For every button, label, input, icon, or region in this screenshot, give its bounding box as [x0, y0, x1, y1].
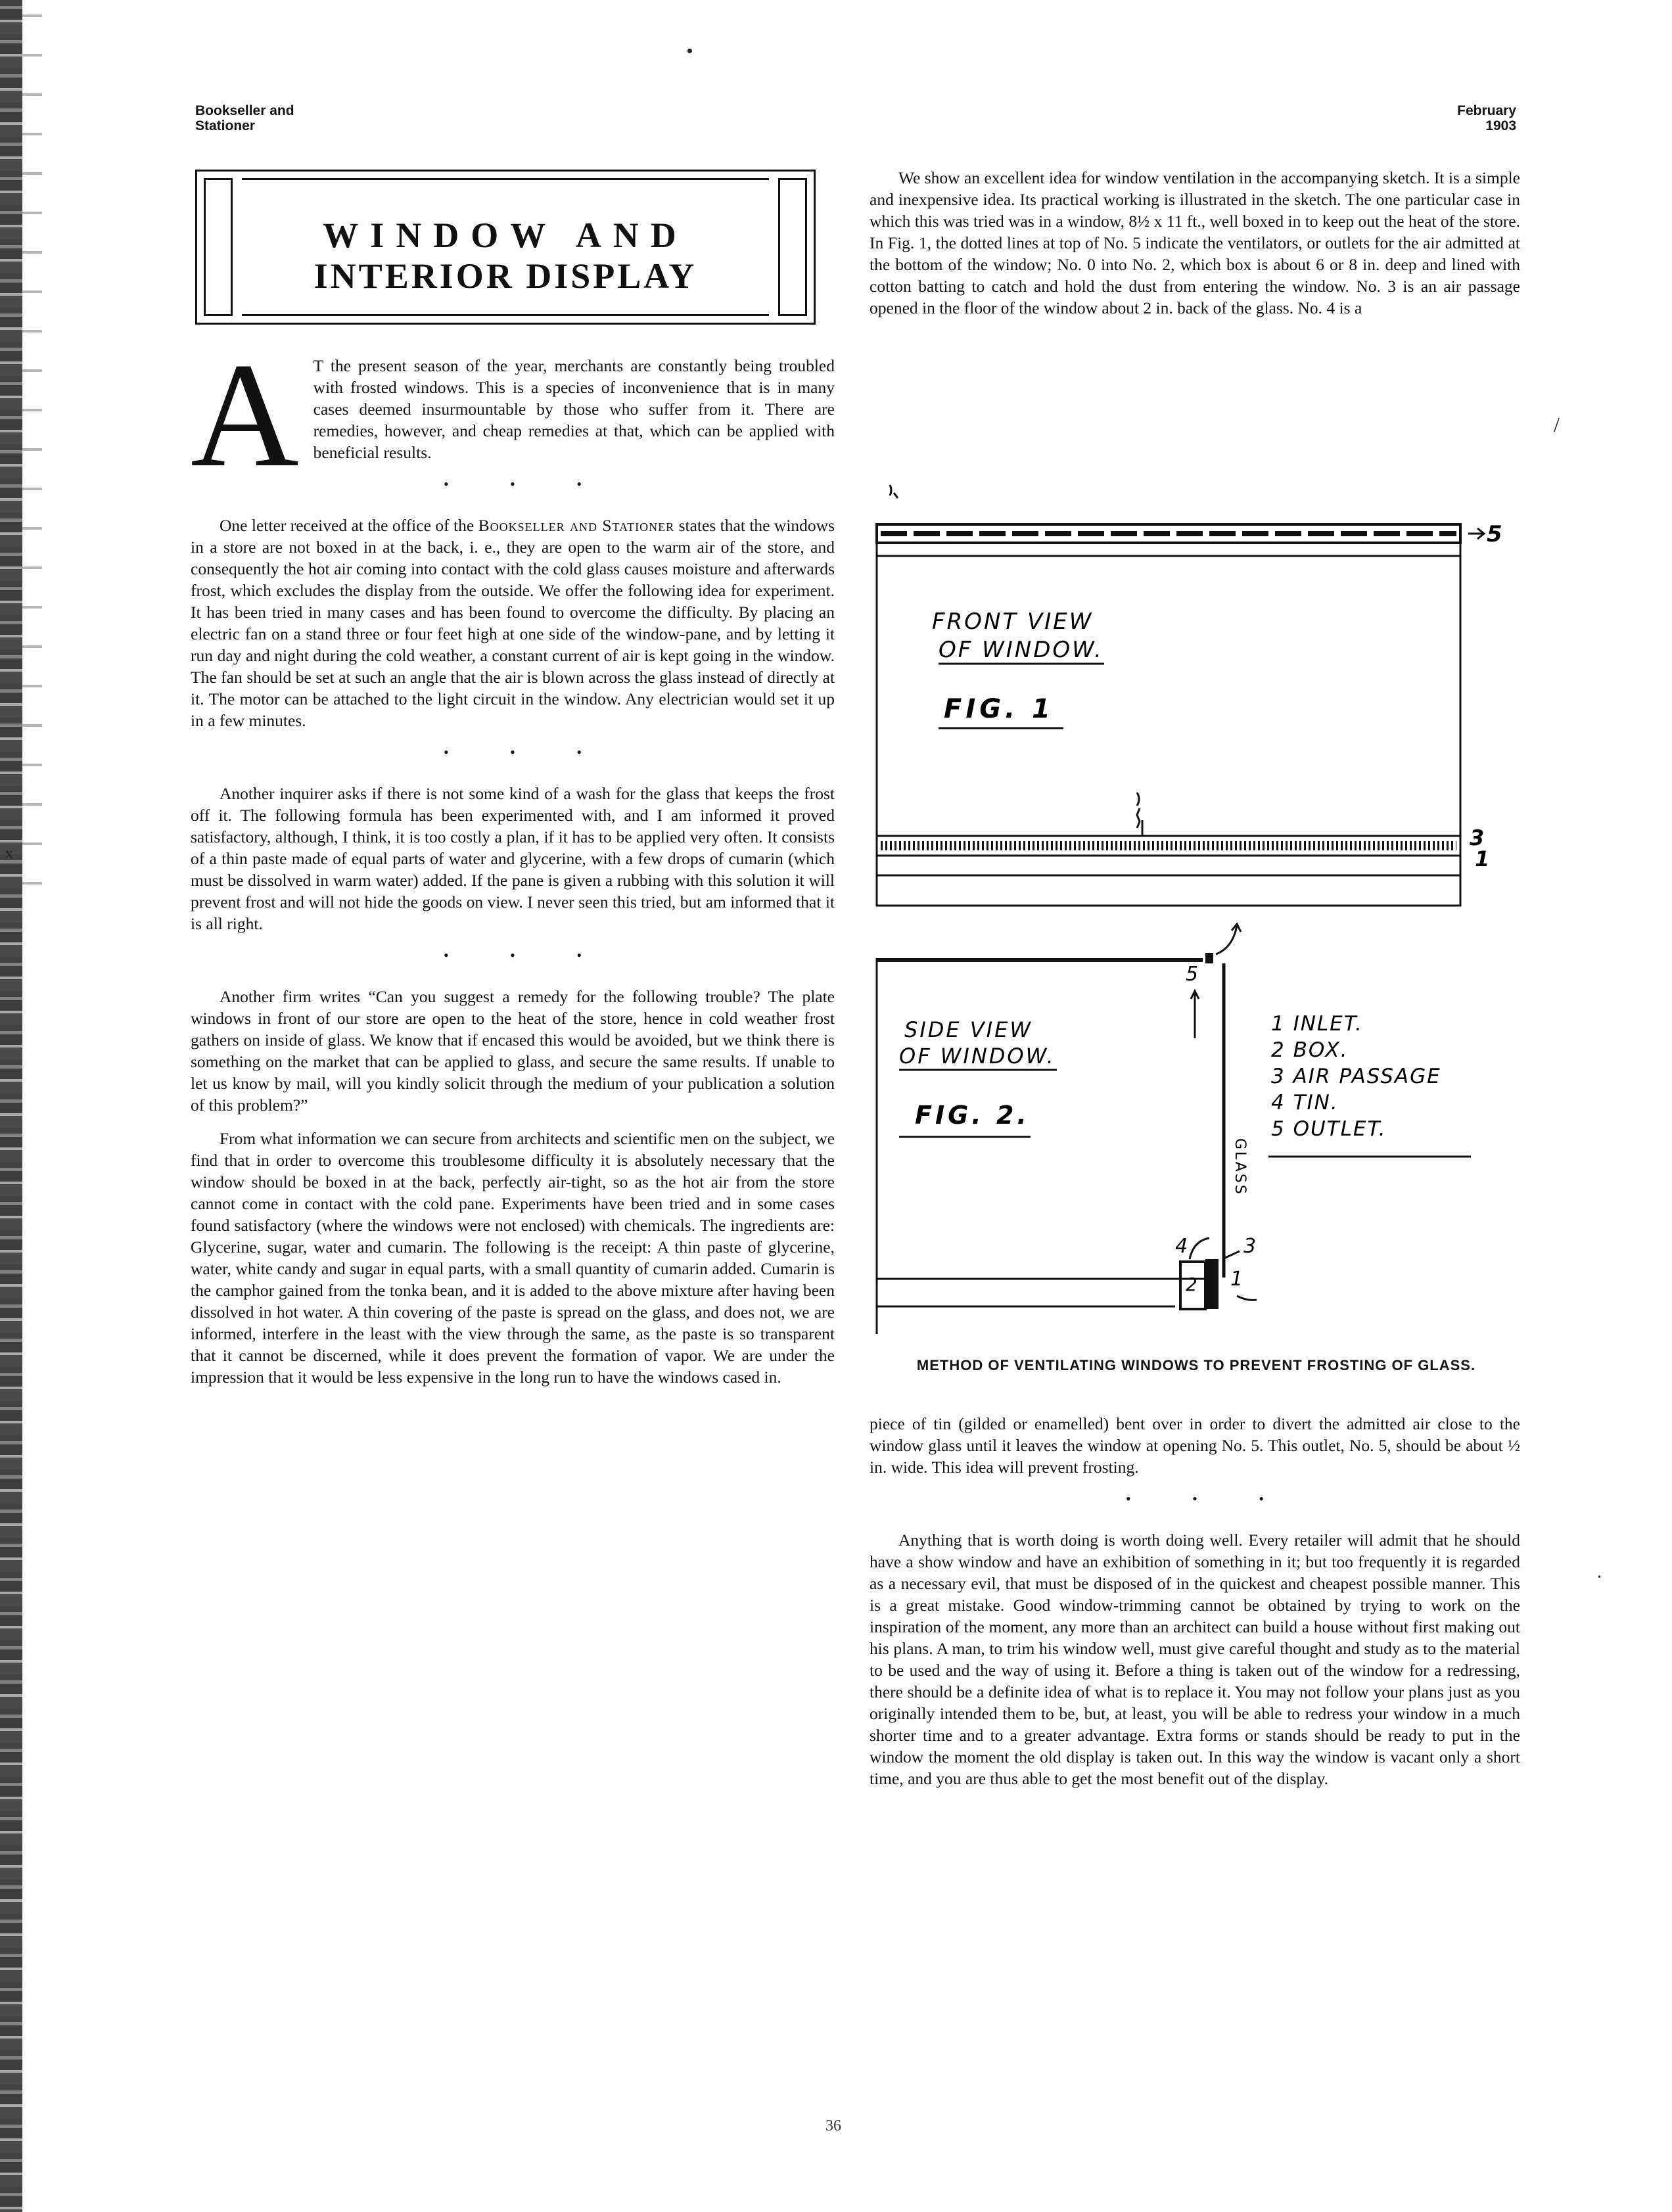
paragraph — [191, 515, 835, 731]
air-flow-arrow — [1191, 991, 1199, 1038]
title-frame-rule — [242, 178, 769, 180]
running-head-left — [195, 103, 294, 133]
issue-year: 1903 — [1485, 118, 1516, 133]
page-number: 36 — [825, 2117, 841, 2134]
title-frame-right-bar — [778, 178, 807, 316]
paragraph: piece of tin (gilded or enamelled) bent over in order to divert the admitted air close to the window glass until it leaves the window at opening No. 5. This outlet, No. 5, should be about ½ in. wide. This idea will prevent frosting. — [870, 1414, 1520, 1477]
fig1-label-line1: FRONT VIEW — [932, 609, 1094, 635]
section-separator: • • • — [443, 476, 611, 492]
legend-item-1: 1 INLET. — [1271, 1012, 1363, 1036]
margin-mark: ˣ — [5, 842, 13, 871]
issue-month: February — [1457, 103, 1516, 118]
figure-2-side-view — [866, 473, 1257, 1334]
ventilation-figures — [866, 473, 1523, 1393]
intro-text: T the present season of the year, merchants are constantly being troubled with frosted windows. This is a species of inconvenience that is in many cases deemed insurmountable by those who suffer from it. There are remedies, however, and cheap remedies at that, which can be applied with beneficial results. — [313, 356, 835, 462]
fig2-number-2: 2 — [1186, 1274, 1197, 1295]
inlet-arrow — [1237, 1296, 1257, 1300]
paragraph: From what information we can secure from architects and scientific men on the subject, we find that in order to overcome this troublesome difficulty it is absolutely necessary that the window should be boxed in at the back, perfectly air-tight, so as the hot air from the store cannot come in contact with the cold pane. Experiments have been tried and in some cases found satisfactory (where the windows were not enclosed) with chemicals. The ingredients are: Glycerine, sugar, water and cumarin. The following is the receipt: A thin paste of glycerine, water, white candy and sugar in equal parts, with a small quantity of cumarin added. Cumarin is the camphor gained from the tonka bean, and it is added to the above mixture after having been dissolved in hot water. A thin covering of the paste is spread on the glass, and does not, we are informed, interfere in the least with the view through the same, as the paste is so transparent that it cannot be discerned, while it does prevent the formation of vapor. We are under the impression that it would be less expensive in the long run to have the windows cased in. — [191, 1129, 835, 1387]
fig1-number-3: 3 — [1470, 825, 1485, 850]
legend-item-4: 4 TIN. — [1271, 1091, 1339, 1115]
left-column — [191, 333, 835, 1388]
legend-item-3: 3 AIR PASSAGE — [1271, 1065, 1441, 1088]
paragraph: Another firm writes “Can you suggest a remedy for the following trouble? The plate windows in front of our store are open to the heat of the store, hence in cold weather frost gathers on inside of glass. We know that if encased this would be avoided, but we think there is something on the market that can be applied to glass, and secure the same results. If unable to let us know by mail, will you kindly solicit through the medium of your publication a solution of this problem?” — [191, 987, 835, 1115]
paragraph-text: states that the windows in a store are not boxed in at the back, i. e., they are open to the warm air of the store, and consequently the hot air coming into contact with the cold glass causes moisture and afterwards frost, which excludes the display from the outside. We offer the following idea for experiment. It has been tried in many cases and has been found to overcome the difficulty. By placing an electric fan on a stand three or four feet high at one side of the window-pane, and by letting it run day and night during the cold weather, a constant current of air is kept going in the window. The fan should be set at such an angle that the air is blown across the glass instead of directly at it. The motor can be attached to the light circuit in the window. Any electrician would set it up in a few minutes. — [191, 516, 835, 730]
tin-deflector — [1190, 1238, 1209, 1259]
drop-cap: A — [191, 333, 299, 498]
publication-name: Bookseller and — [195, 103, 294, 118]
scanned-binding-edge — [0, 0, 22, 2212]
fig2-label-line2: OF WINDOW. — [899, 1044, 1056, 1069]
margin-mark: ⸳ — [1597, 1565, 1602, 1584]
ceiling-board — [877, 958, 1203, 962]
fig1-figure-label: FIG. 1 — [944, 694, 1054, 724]
article-title-line1: WINDOW AND — [323, 216, 688, 255]
outlet-block — [1205, 953, 1213, 963]
paragraph: Anything that is worth doing is worth doing well. Every retailer will admit that he should have a show window and have an exhibition of something in it; but too frequently it is regarded as a necessary evil, that must be disposed of in the quickest and cheapest possible manner. This is a great mistake. Good window-trimming cannot be obtained by trying to work on the inspiration of the moment, any more than an architect can build a house without first making out his plans. A man, to trim his window well, must give careful thought and study as to the material to be used and the way of using it. Before a thing is taken out of the window for a redressing, there should be a definite idea of what is to replace it. You may not follow your plans just as you originally intended them to be, but, at least, you will be able to redress your window in a much shorter time and to a greater advantage. Extra forms or stands should be ready to put in the window the moment the old display is taken out. In this way the window is vacant only a short time, and you are thus able to get the most benefit out of the display. — [870, 1531, 1520, 1788]
fig1-number-1: 1 — [1475, 846, 1490, 871]
figure-drawings — [866, 473, 1523, 1393]
paragraph: We show an excellent idea for window ventilation in the accompanying sketch. It is a simple and inexpensive idea. Its practical working is illustrated in the sketch. The one particular case in which this was tried was in a window, 8½ x 11 ft., well boxed in to keep out the heat of the store. In Fig. 1, the dotted lines at top of No. 5 indicate the ventilators, or outlets for the air admitted at the bottom of the window; No. 0 into No. 2, which box is about 6 or 8 in. deep and lined with cotton batting to catch and hold the dust from entering the window. No. 3 is an air passage opened in the floor of the window about 2 in. back of the glass. No. 4 is a — [870, 168, 1520, 317]
intro-paragraph — [191, 333, 835, 498]
fig1-number-5: 5 — [1487, 521, 1502, 547]
outlet-pointer — [1468, 528, 1484, 539]
title-frame-left-bar — [204, 178, 233, 316]
paragraph-text: One letter received at the office of the — [220, 516, 475, 535]
section-separator: • • • — [443, 744, 611, 760]
fig2-number-3: 3 — [1243, 1235, 1257, 1258]
fig1-label-line2: OF WINDOW. — [939, 637, 1103, 663]
figure-legend — [1268, 1012, 1471, 1157]
right-column-top — [870, 167, 1520, 319]
running-head-right — [1457, 103, 1516, 133]
fig2-number-5: 5 — [1186, 963, 1199, 986]
article-title-line2: INTERIOR DISPLAY — [314, 256, 697, 296]
fig2-number-1: 1 — [1230, 1268, 1243, 1291]
figure-caption: METHOD OF VENTILATING WINDOWS TO PREVENT FROSTING OF GLASS. — [916, 1357, 1476, 1373]
outlet-arrow — [1216, 924, 1241, 954]
glass-label: GLASS — [1232, 1138, 1248, 1196]
arrow-mark — [890, 485, 898, 498]
leader-line — [1225, 1251, 1240, 1258]
section-separator: • • • — [443, 947, 611, 963]
inlet-channel — [1205, 1259, 1219, 1309]
title-frame-rule — [242, 314, 769, 316]
fig2-figure-label: FIG. 2. — [915, 1101, 1030, 1130]
print-speck — [687, 49, 692, 53]
legend-item-2: 2 BOX. — [1271, 1038, 1349, 1062]
article-title-box — [195, 170, 816, 325]
fig2-number-4: 4 — [1175, 1235, 1188, 1258]
journal-name: Bookseller and Stationer — [478, 516, 675, 535]
section-separator: • • • — [1125, 1490, 1293, 1507]
right-column-bottom — [870, 1413, 1520, 1789]
legend-item-5: 5 OUTLET. — [1271, 1117, 1387, 1141]
margin-mark: / — [1554, 413, 1560, 436]
publication-name-2: Stationer — [195, 118, 256, 133]
fig2-label-line1: SIDE VIEW — [904, 1017, 1033, 1042]
air-inlet-arrow — [1137, 793, 1140, 828]
paragraph: Another inquirer asks if there is not some kind of a wash for the glass that keeps the frost off it. The following formula has been experimented with, and I am informed it proved satisfactory, although, I think, it is too costly a plan, if it has to be applied very often. It consists of a thin paste made of equal parts of water and glycerine, with a few drops of cumarin (which must be dissolved in warm water) added. If the pane is given a rubbing with this solution it will prevent frost and will not hide the goods on view. I never seen this tried, but am informed that it is all right. — [191, 784, 835, 933]
figure-1-front-view — [877, 485, 1502, 906]
